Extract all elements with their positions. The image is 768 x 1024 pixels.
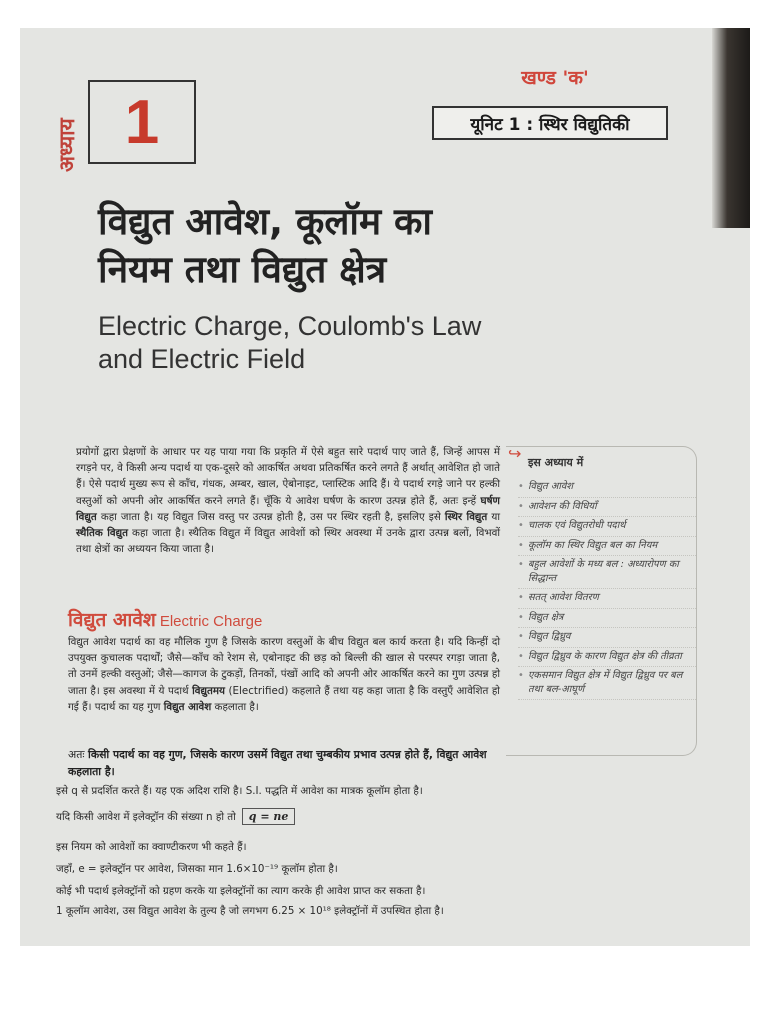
- section-text: कहलाता है।: [211, 700, 259, 713]
- text-line-4: जहाँ, e = इलेक्ट्रॉन पर आवेश, जिसका मान 1.6×10⁻¹⁹ कूलॉम होता है।: [56, 863, 338, 875]
- contents-item: • विद्युत द्विध्रुव: [518, 628, 696, 648]
- contents-item: • कूलॉम का स्थिर विद्युत बल का नियम: [518, 537, 696, 557]
- intro-paragraph: [76, 444, 500, 557]
- contents-item: • आवेशन की विधियाँ: [518, 498, 696, 518]
- definition: [68, 746, 500, 780]
- intro-text: कहा जाता है। स्थैतिक विद्युत में विद्युत आवेशों को स्थिर अवस्था में उनके द्वारा उत्पन्न बलों, विभवों तथा क्षेत्रों का अध्ययन किया जाता है।: [76, 527, 500, 556]
- text-line-5: कोई भी पदार्थ इलेक्ट्रॉनों को ग्रहण करके या इलेक्ट्रॉनों का त्याग करके ही आवेश प्राप्त कर सकता है।: [56, 885, 426, 897]
- contents-item: • एकसमान विद्युत क्षेत्र में विद्युत द्विध्रुव पर बल तथा बल-आघूर्ण: [518, 667, 696, 700]
- background-edge: [712, 28, 750, 228]
- contents-heading: इस अध्याय में: [528, 456, 584, 469]
- contents-item: • विद्युत द्विध्रुव के कारण विद्युत क्षेत्र की तीव्रता: [518, 648, 696, 668]
- contents-item: • विद्युत आवेश: [518, 478, 696, 498]
- section-heading-hindi: विद्युत आवेश: [68, 609, 156, 631]
- title-hindi-line1: विद्युत आवेश, कूलॉम का: [98, 200, 433, 243]
- contents-item: • सतत् आवेश वितरण: [518, 589, 696, 609]
- contents-list: [518, 478, 696, 700]
- formula-intro: यदि किसी आवेश में इलेक्ट्रॉन की संख्या n हो तो: [56, 811, 236, 823]
- intro-bold-term: घर्षण विद्युत: [76, 494, 500, 523]
- intro-bold-term: स्थिर विद्युत: [444, 510, 488, 523]
- text-line-3: इस नियम को आवेशों का क्वाण्टीकरण भी कहते हैं।: [56, 841, 247, 853]
- intro-text: कहा जाता है। यह विद्युत जिस वस्तु पर उत्पन्न होती है, उस पर स्थिर रहती है, इसलिए इसे: [96, 510, 445, 523]
- chapter-title-hindi: [98, 198, 618, 294]
- title-hindi-line2: नियम तथा विद्युत क्षेत्र: [98, 248, 387, 291]
- text-line-6: 1 कूलॉम आवेश, उस विद्युत आवेश के तुल्य है जो लगभग 6.25 × 10¹⁸ इलेक्ट्रॉनों में उपस्थित होता है।: [56, 905, 444, 917]
- text-line-1: इसे q से प्रदर्शित करते हैं। यह एक अदिश राशि है। S.I. पद्धति में आवेश का मात्रक कूलॉम होता है।: [56, 785, 423, 797]
- definition-text: किसी पदार्थ का वह गुण, जिसके कारण उसमें विद्युत तथा चुम्बकीय प्रभाव उत्पन्न होते हैं, विद्युत आवेश कहलाता है।: [68, 748, 487, 778]
- section-text: विद्युत आवेश पदार्थ का वह मौलिक गुण है जिसके कारण वस्तुओं के बीच विद्युत बल कार्य करता है। यदि किन्हीं दो उपयुक्त कुचालक पदार्थों; जैसे—काँच को रेशम से, एबोनाइट की छड़ को बिल्ली की खाल से परस्पर रगड़ा जाता है, तो उनमें हल्की वस्तुओं; जैसे—कागज के टुकड़ों, तिनकों, पंखों आदि को अपनी ओर आकर्षित करने का गुण उत्पन्न हो जाता है। इस अवस्था में ये पदार्थ: [68, 636, 500, 697]
- adhyay-label: अध्याय: [55, 118, 79, 172]
- intro-text: प्रयोगों द्वारा प्रेक्षणों के आधार पर यह पाया गया कि प्रकृति में ऐसे बहुत सारे पदार्थ पाए जाते हैं, जिन्हें आपस में रगड़ने पर, वे किसी अन्य पदार्थ या एक-दूसरे को आकर्षित अथवा प्रतिकर्षित करने लगते हैं अर्थात् आवेशित हो जाते हैं। ऐसे पदार्थ मुख्य रूप से काँच, गंधक, अम्बर, खाल, ऐबोनाइट, प्लास्टिक आदि हैं। ये पदार्थ रगड़े जाने पर हल्की वस्तुओं को अपनी ओर आकर्षित करने लगते हैं। चूँकि ये आवेश घर्षण के कारण उत्पन्न होते हैं, अतः इन्हें: [76, 446, 500, 507]
- contents-item: • बहुल आवेशों के मध्य बल : अध्यारोपण का सिद्धान्त: [518, 556, 696, 589]
- title-english-line1: Electric Charge, Coulomb's Law: [98, 311, 482, 341]
- definition-prefix: अतः: [68, 748, 89, 761]
- section-bold-term: विद्युतमय: [192, 684, 225, 697]
- contents-item: • चालक एवं विद्युतरोधी पदार्थ: [518, 517, 696, 537]
- chapter-number: 1: [88, 80, 196, 164]
- section-text: (Electrified) कहलाते हैं तथा यह कहा जाता है कि वस्तुएँ आवेशित हो गई हैं। पदार्थ का यह गुण: [68, 684, 500, 713]
- section-heading: [68, 606, 368, 632]
- chapter-title-english: [98, 310, 618, 376]
- intro-text: या: [487, 510, 500, 523]
- title-english-line2: and Electric Field: [98, 344, 306, 374]
- book-page: [20, 28, 750, 946]
- section-paragraph: [68, 634, 500, 715]
- curved-arrow-icon: ↪: [508, 444, 522, 463]
- section-heading-english: Electric Charge: [159, 613, 263, 630]
- text-line-2: [56, 808, 616, 825]
- unit-label: यूनिट 1 : स्थिर विद्युतिकी: [432, 106, 668, 140]
- intro-bold-term: स्थैतिक विद्युत: [76, 527, 128, 540]
- section-bold-term: विद्युत आवेश: [163, 700, 212, 713]
- contents-item: • विद्युत क्षेत्र: [518, 609, 696, 629]
- formula-box: q = ne: [242, 808, 296, 825]
- khand-label: खण्ड 'क': [521, 67, 589, 89]
